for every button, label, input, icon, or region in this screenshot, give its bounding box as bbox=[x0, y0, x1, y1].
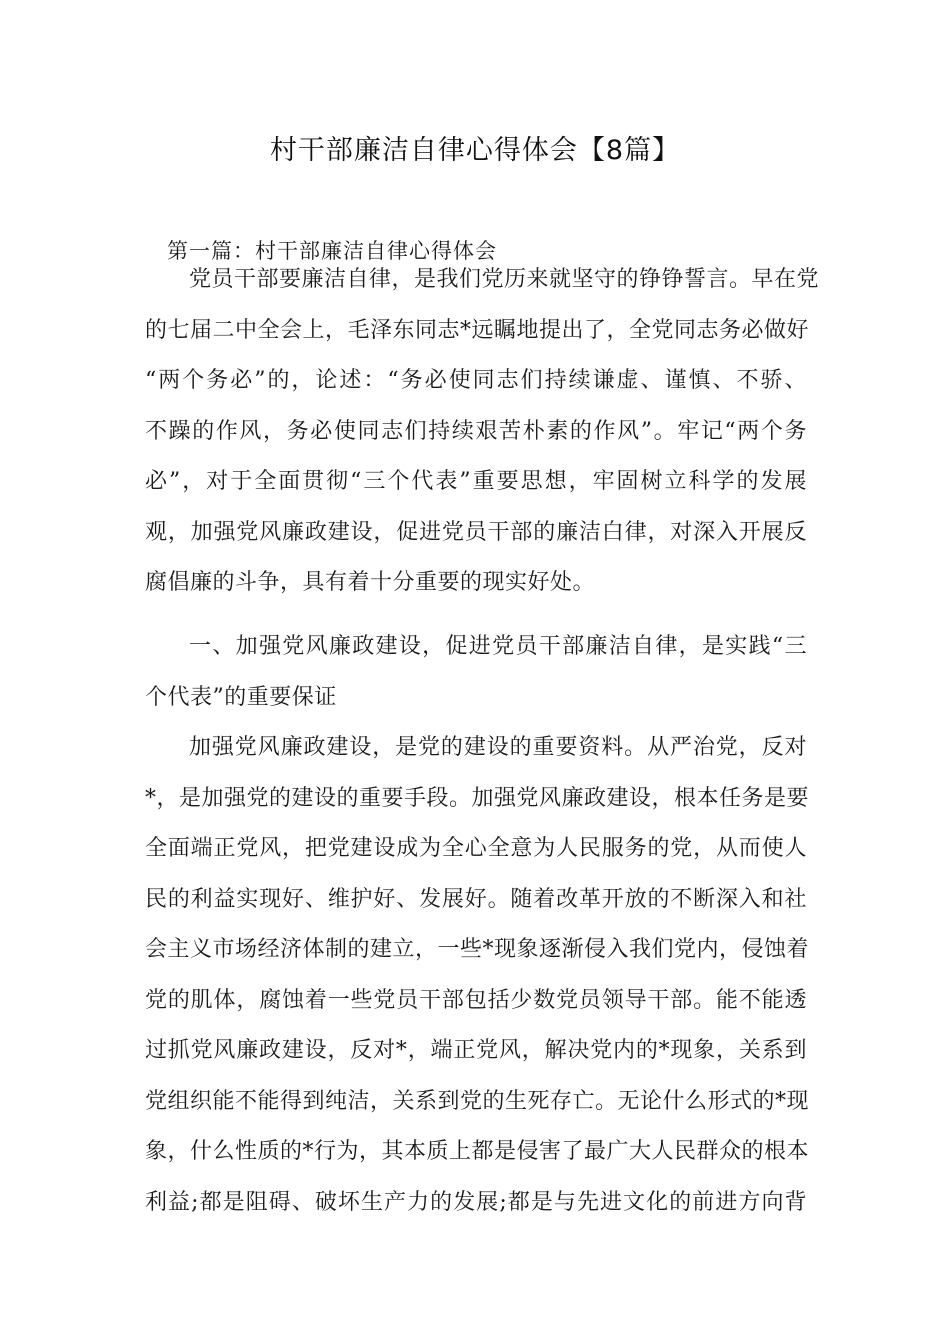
text-line: 党员干部要廉洁自律，是我们党历来就坚守的铮铮誓言。早在党 bbox=[189, 267, 820, 292]
text-line: 一、加强党风廉政建设，促进党员干部廉洁自律，是实践“三 bbox=[189, 634, 807, 659]
text-line: 必”，对于全面贯彻“三个代表”重要思想，牢固树立科学的发展 bbox=[145, 469, 807, 494]
text-line: 腐倡廉的斗争，具有着十分重要的现实好处。 bbox=[145, 570, 596, 595]
text-line: 加强党风廉政建设，是党的建设的重要资料。从严治党，反对 bbox=[189, 735, 807, 760]
text-line: 党组织能不能得到纯洁，关系到党的生死存亡。无论什么形式的*现 bbox=[145, 1088, 810, 1114]
text-line: “两个务必”的，论述：“务必使同志们持续谦虚、谨慎、不骄、 bbox=[145, 368, 807, 393]
paragraph-intro bbox=[145, 255, 820, 609]
text-line: 象，什么性质的*行为，其本质上都是侵害了最广大人民群众的根本 bbox=[145, 1139, 810, 1164]
text-line: 民的利益实现好、维护好、发展好。随着改革开放的不断深入和社 bbox=[145, 886, 807, 912]
text-line: 个代表”的重要保证 bbox=[145, 684, 337, 710]
paragraph-body bbox=[145, 723, 810, 1228]
text-line: 观，加强党风廉政建设，促进党员干部的廉洁白律，对深入开展反 bbox=[145, 519, 807, 545]
text-line: *，是加强党的建设的重要手段。加强党风廉政建设，根本任务是要 bbox=[145, 785, 810, 811]
paragraph-point-one-heading bbox=[145, 622, 807, 723]
text-line: 会主义市场经济体制的建立，一些*现象逐渐侵入我们党内，侵蚀着 bbox=[145, 937, 810, 962]
document-title: 村干部廉洁自律心得体会【8篇】 bbox=[269, 135, 681, 166]
text-line: 不躁的作风，务必使同志们持续艰苦朴素的作风”。牢记“两个务 bbox=[145, 418, 807, 444]
text-line: 的七届二中全会上，毛泽东同志*远瞩地提出了，全党同志务必做好 bbox=[145, 317, 810, 343]
text-line: 过抓党风廉政建设，反对*，端正党风，解决党内的*现象，关系到 bbox=[145, 1038, 807, 1063]
text-line: 利益;都是阻碍、破坏生产力的发展;都是与先进文化的前进方向背 bbox=[145, 1189, 807, 1215]
text-line: 全面端正党风，把党建设成为全心全意为人民服务的党，从而使人 bbox=[145, 836, 807, 861]
text-line: 党的肌体，腐蚀着一些党员干部包括少数党员领导干部。能不能透 bbox=[145, 987, 807, 1013]
section-heading: 第一篇：村干部廉洁自律心得体会 bbox=[167, 239, 497, 263]
